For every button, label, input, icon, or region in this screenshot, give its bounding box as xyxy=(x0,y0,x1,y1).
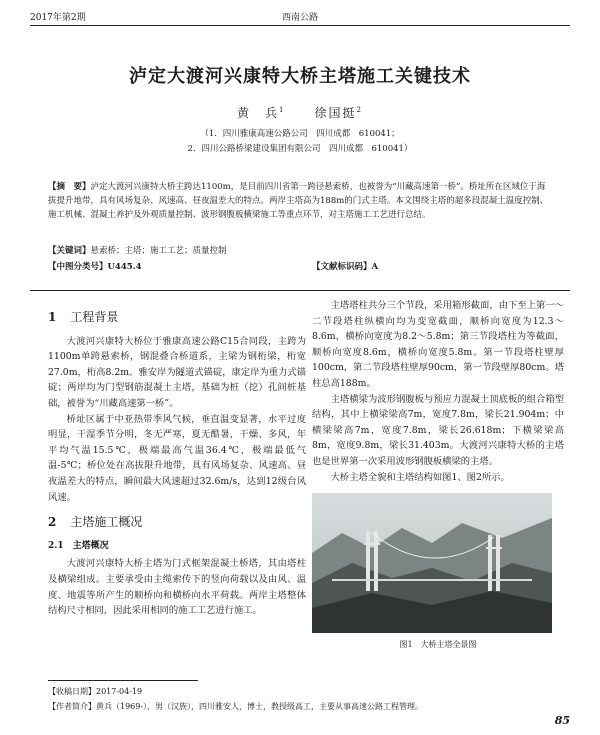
abstract-rule xyxy=(30,290,570,291)
left-column xyxy=(48,298,306,619)
section-heading-2: 2 主塔施工概况 xyxy=(48,515,143,530)
author-name: 黄 兵 xyxy=(236,106,279,120)
keywords-label: 【关键词】 xyxy=(48,246,91,256)
subsection-heading-2-1: 2.1 主塔概况 xyxy=(48,540,109,551)
footnote-rule xyxy=(48,680,198,681)
paragraph: 桥址区属于中亚热带季风气候，垂直温变显著，水平过度明显，干湿季节分明，冬无严寒，夏无酷暑，干燥、多风，年平均气温15.5℃，极端最高气温36.4℃，极端最低气温-5℃；桥位处在高拔限升地带，具有风场复杂、风速高、昼夜温差大的特点，瞬间最大风速超过32.6m/s，达到12级台风风速。 xyxy=(48,413,306,503)
author-line: 黄 兵$^1$ 徐国挺$^2$ xyxy=(236,106,364,120)
footnotes xyxy=(48,684,552,714)
page-number: 85 xyxy=(554,714,570,727)
abstract-text: 泸定大渡河兴康特大桥主跨达1100m，是目前四川省第一跨径悬索桥，也被誉为“川藏高速第一桥”。桥址所在区域位于海拔提升地带，具有风场复杂、风速高、昼夜温差大的特点。两岸主塔高为188m的门式主塔。本文围绕主塔的超多段混凝土温度控制、施工机械、混凝土养护及外观质量控制、波形钢腹板横梁施工等重点环节，对主塔施工工艺进行总结。 xyxy=(48,182,549,220)
abstract-label: 【摘 要】 xyxy=(48,182,91,192)
running-header xyxy=(30,10,570,24)
author-name: 徐国挺 xyxy=(314,106,357,120)
paper-title: 泸定大渡河兴康特大桥主塔施工关键技术 xyxy=(129,66,471,87)
abstract xyxy=(48,180,552,222)
section-heading-1: 1 工程背景 xyxy=(48,310,119,324)
classification xyxy=(48,260,552,274)
paragraph: 主塔塔柱共分三个节段，采用箱形截面，由下至上第一～二节段塔柱纵横向均为变宽截面，顺桥向宽度为12.3～8.6m，横桥向宽度为8.2～5.8m；第三节段塔柱为等截面，顺桥向宽度8.6m，横桥向宽度5.8m。第一节段塔柱壁厚100cm，第二节段塔柱壁厚90cm，第一节段壁厚80cm。塔柱总高188m。 xyxy=(312,300,564,389)
author-bio: 【作者简介】黄兵（1969-），男（汉族），四川雅安人，博士，教授级高工，主要从事高速公路工程管理。 xyxy=(48,702,424,711)
keywords-text: 悬索桥；主塔；施工工艺；质量控制 xyxy=(90,246,227,256)
figure-1-bridge-photo xyxy=(312,493,552,633)
received-date: 【收稿日期】2017-04-19 xyxy=(48,687,143,696)
journal-name: 西南公路 xyxy=(281,13,318,23)
affiliation-2: 2．四川公路桥梁建设集团有限公司 四川成都 610041） xyxy=(187,144,413,154)
doc-code-value: A xyxy=(371,262,379,272)
paragraph: 大桥主塔全貌和主塔结构如图1、图2所示。 xyxy=(330,471,510,483)
paragraph: 大渡河兴康特大桥主塔为门式框架混凝土桥塔，其由塔柱及横梁组成。主要承受由主缆索传下的竖向荷载以及由风、温度、地震等所产生的顺桥向和横桥向水平荷载。两岸主塔整体结构尺寸相同，因此采用相同的施工工艺进行施工。 xyxy=(48,558,306,617)
issue-label: 2017年第2期 xyxy=(30,13,86,23)
clc-value: U445.4 xyxy=(107,262,142,272)
figure-1-caption: 图1 大桥主塔全景图 xyxy=(399,640,477,650)
bridge-photo-image xyxy=(312,493,552,633)
doc-code-label: 【文献标识码】 xyxy=(312,262,372,272)
header-rule xyxy=(30,25,570,26)
paragraph: 大渡河兴康特大桥位于雅康高速公路C15合同段，主跨为1100m单跨悬索桥，钢混叠合桥道系，主梁为钢桁梁，桁宽27.0m，桁高8.2m。雅安岸为隧道式锚碇，康定岸为重力式锚碇；两岸均为门型钢筋混凝土主塔，基础为桩（挖）孔间桩基础，被誉为“川藏高速第一桥”。 xyxy=(48,335,306,409)
right-column xyxy=(312,298,564,653)
clc-label: 【中图分类号】 xyxy=(48,262,108,272)
keywords xyxy=(48,244,552,258)
affiliation-1: （1．四川雅康高速公路公司 四川成都 610041； xyxy=(200,129,400,139)
paragraph: 主塔横梁为波形钢腹板与预应力混凝土顶底板的组合箱型结构，其中上横梁梁高7m，宽度7.8m，梁长21.904m；中横梁梁高7m，宽度7.8m，梁长26.618m；下横梁梁高8m，宽度9.8m，梁长31.403m。大渡河兴康特大桥的主塔也是世界第一次采用波形钢腹板横梁的主塔。 xyxy=(312,393,564,467)
